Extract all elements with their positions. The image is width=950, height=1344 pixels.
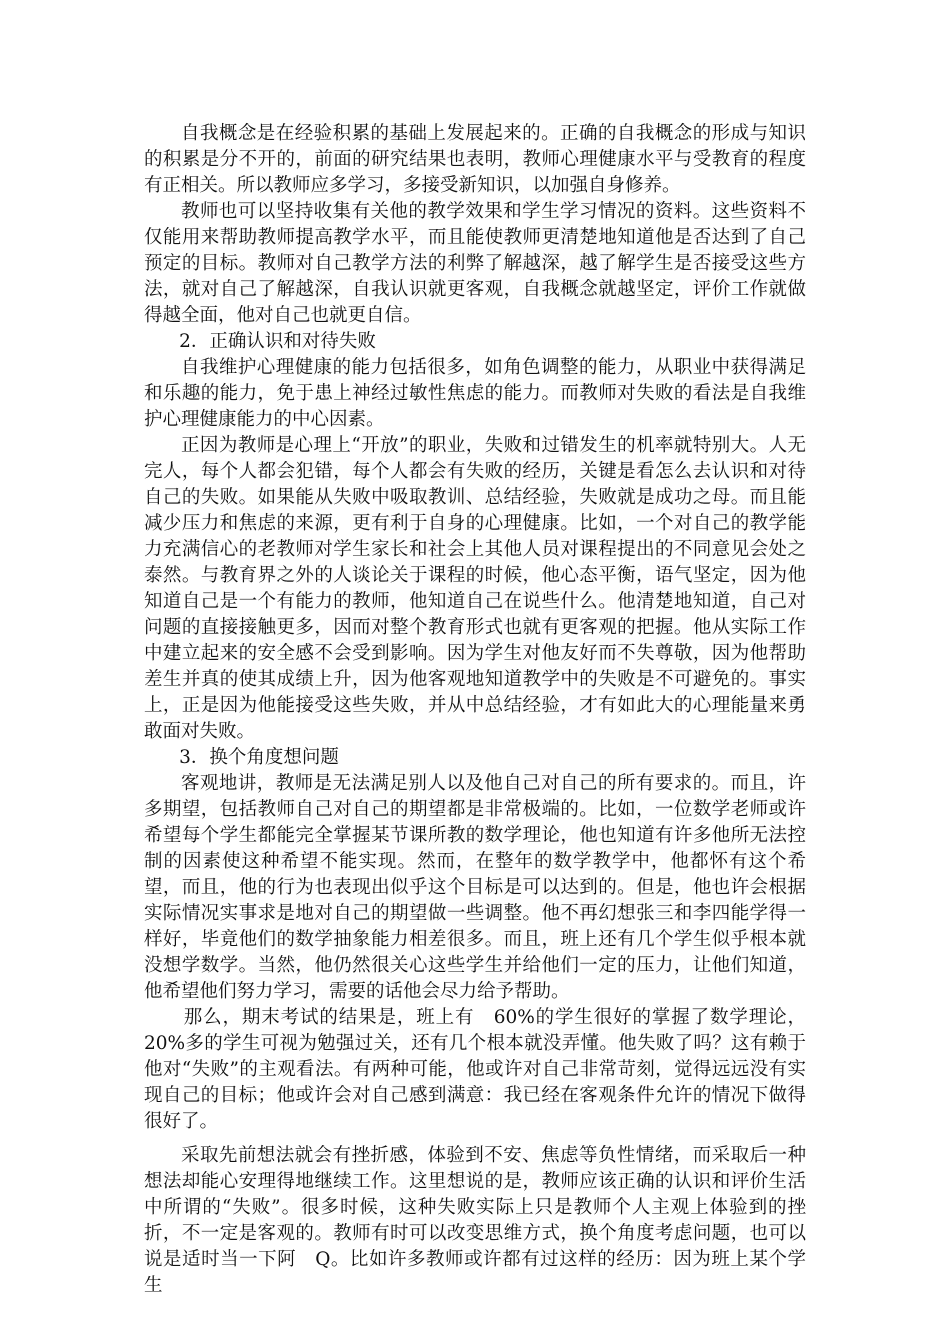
paragraph-collect-data: 教师也可以坚持收集有关他的教学效果和学生学习情况的资料。这些资料不仅能用来帮助教师提高教学水平，而且能使教师更清楚地知道他是否达到了自己预定的目标。教师对自己教学方法的利弊了解越深，越了解学生是否接受这些方法，就对自己了解越深，自我认识就更客观，自我概念就越坚定，评价工作就做得越全面，他对自己也就更自信。 (144, 201, 806, 326)
paragraph-self-maintenance: 自我维护心理健康的能力包括很多，如角色调整的能力，从职业中获得满足和乐趣的能力，免于患上神经过敏性焦虑的能力。而教师对失败的看法是自我维护心理健康能力的中心因素。 (144, 357, 806, 430)
paragraph-self-concept: 自我概念是在经验积累的基础上发展起来的。正确的自我概念的形成与知识的积累是分不开的，前面的研究结果也表明，教师心理健康水平与受教育的程度有正相关。所以教师应多学习，多接受新知识，以加强自身修养。 (144, 123, 806, 196)
paragraph-exam-results: 那么，期末考试的结果是，班上有 60%的学生很好的掌握了数学理论，20%多的学生可视为勉强过关，还有几个根本就没弄懂。他失败了吗？这有赖于他对“失败”的主观看法。有两种可能，他或许对自己非常苛刻，觉得远远没有实现自己的目标；他或许会对自己感到满意：我已经在客观条件允许的情况下做得很好了。 (144, 1007, 806, 1132)
section-heading-failure: 2．正确认识和对待失败 (179, 331, 376, 352)
paragraph-open-profession: 正因为教师是心理上“开放”的职业，失败和过错发生的机率就特别大。人无完人，每个人都会犯错，每个人都会有失败的经历，关键是看怎么去认识和对待自己的失败。如果能从失败中吸取教训、总结经验，失败就是成功之母。而且能减少压力和焦虑的来源，更有利于自身的心理健康。比如，一个对自己的教学能力充满信心的老教师对学生家长和社会上其他人员对课程提出的不同意见会处之泰然。与教育界之外的人谈论关于课程的时候，他心态平衡，语气坚定，因为他知道自己是一个有能力的教师，他知道自己在说些什么。他清楚地知道，自己对问题的直接接触更多，因而对整个教育形式也就有更客观的把握。他从实际工作中建立起来的安全感不会受到影响。因为学生对他友好而不失尊敬，因为他帮助差生并真的使其成绩上升，因为他客观地知道教学中的失败是不可避免的。事实上，正是因为他能接受这些失败，并从中总结经验，才有如此大的心理能量来勇敢面对失败。 (144, 435, 806, 742)
paragraph-two-ways-of-thinking: 采取先前想法就会有挫折感，体验到不安、焦虑等负性情绪，而采取后一种想法却能心安理得地继续工作。这里想说的是，教师应该正确的认识和评价生活中所谓的“失败”。很多时候，这种失败实际上只是教师个人主观上体验到的挫折，不一定是客观的。教师有时可以改变思维方式，换个角度考虑问题，也可以说是适时当一下阿 Q。比如许多教师或许都有过这样的经历：因为班上某个学生 (144, 1145, 806, 1296)
document-page (144, 121, 806, 1299)
paragraph-objective-view: 客观地讲，教师是无法满足别人以及他自己对自己的所有要求的。而且，许多期望，包括教师自己对自己的期望都是非常极端的。比如，一位数学老师或许希望每个学生都能完全掌握某节课所教的数学理论，他也知道有许多他所无法控制的因素使这种希望不能实现。然而，在整年的数学教学中，他都怀有这个希望，而且，他的行为也表现出似乎这个目标是可以达到的。但是，他也许会根据实际情况实事求是地对自己的期望做一些调整。他不再幻想张三和李四能学得一样好，毕竟他们的数学抽象能力相差很多。而且，班上还有几个学生似乎根本就没想学数学。当然，他仍然很关心这些学生并给他们一定的压力，让他们知道，他希望他们努力学习，需要的话他会尽力给予帮助。 (144, 773, 806, 1002)
section-heading-perspective: 3．换个角度想问题 (179, 747, 339, 768)
